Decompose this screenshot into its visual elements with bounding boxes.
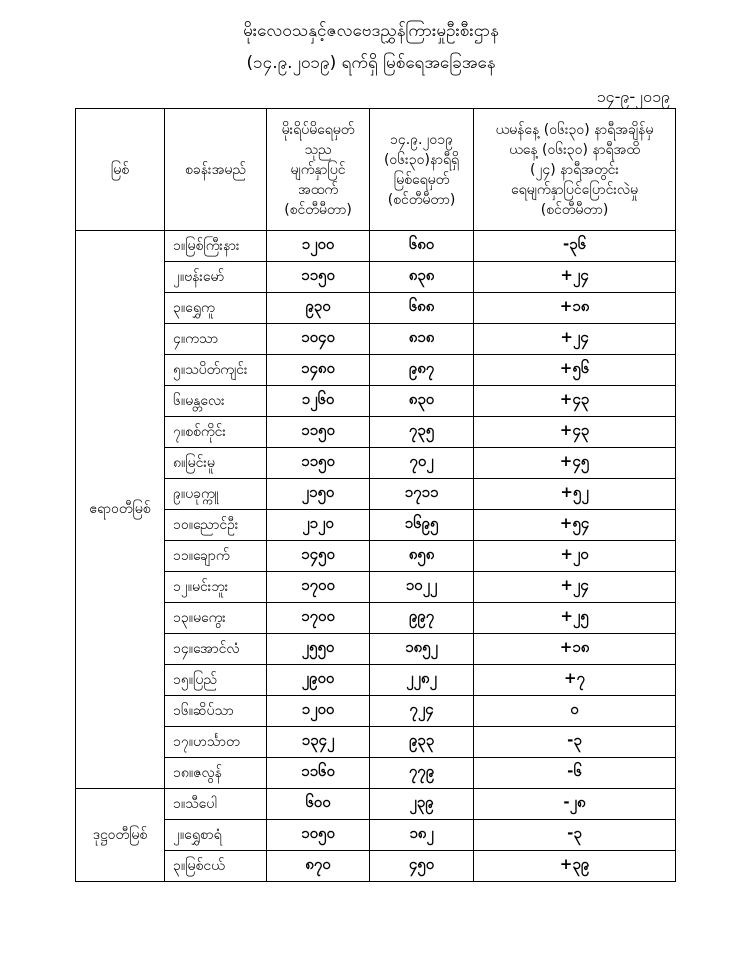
warning-level-cell: ၉၃၀ [267,293,370,324]
water-level-cell: ၉၈၇ [370,355,474,386]
station-cell: ၄။ကသာ [165,324,267,355]
level-change-cell: +၄၃ [474,417,676,448]
level-change-cell: -၂၈ [474,789,676,820]
water-level-cell: ၇၇၉ [370,758,474,789]
station-cell: ၉။ပခုက္ကူ [165,479,267,510]
water-level-cell: ၈၃၈ [370,262,474,293]
column-header-river: မြစ် [76,109,165,231]
document-subtitle: (၁၄.၉.၂၀၁၉) ရက်ရှိ မြစ်ရေအခြေအနေ [246,53,496,73]
warning-level-cell: ၁၁၅၀ [267,417,370,448]
level-change-cell: +၂၅ [474,603,676,634]
station-cell: ၁၀။ညောင်ဦး [165,510,267,541]
warning-level-cell: ၁၁၆၀ [267,758,370,789]
level-change-cell: +၂၀ [474,541,676,572]
water-level-cell: ၉၉၇ [370,603,474,634]
table-row [76,262,676,293]
water-level-cell: ၆၈၀ [370,231,474,262]
table-row [76,541,676,572]
level-change-cell: +၅၄ [474,510,676,541]
water-level-cell: ၄၅၀ [370,851,474,882]
water-level-cell: ၂၃၉ [370,789,474,820]
column-header-station: စခန်းအမည် [165,109,267,231]
level-change-cell: +၂၄ [474,324,676,355]
station-cell: ၇။စစ်ကိုင်း [165,417,267,448]
river-name-cell: ဧရာဝတီမြစ် [76,231,165,789]
station-cell: ၂။ဗန်းမော် [165,262,267,293]
station-cell: ၁၆။ဆိပ်သာ [165,696,267,727]
station-cell: ၁၂။မင်းဘူး [165,572,267,603]
warning-level-cell: ၁၄၈၀ [267,355,370,386]
water-level-cell: ၈၅၈ [370,541,474,572]
table-row [76,758,676,789]
water-level-cell: ၈၃၀ [370,386,474,417]
water-level-cell: ၁၈၅၂ [370,634,474,665]
station-cell: ၁၃။မကွေး [165,603,267,634]
level-change-cell: ၀ [474,696,676,727]
station-cell: ၁၇။ဟင်္သာတ [165,727,267,758]
table-row [76,448,676,479]
level-change-cell: +၂၄ [474,262,676,293]
table-row [76,293,676,324]
water-level-cell: ၁၇၁၁ [370,479,474,510]
station-cell: ၁။သီပေါ [165,789,267,820]
warning-level-cell: ၈၇၀ [267,851,370,882]
water-level-cell: ၁၈၂ [370,820,474,851]
level-change-cell: +၄၅ [474,448,676,479]
table-row [76,231,676,262]
level-change-cell: +၇ [474,665,676,696]
station-cell: ၃။မြစ်ငယ် [165,851,267,882]
water-level-cell: ၆၈၈ [370,293,474,324]
warning-level-cell: ၆၀၀ [267,789,370,820]
warning-level-cell: ၂၉၀၀ [267,665,370,696]
level-change-cell: +၁၈ [474,634,676,665]
level-change-cell: -၃၆ [474,231,676,262]
level-change-cell: -၆ [474,758,676,789]
table-row [76,727,676,758]
station-cell: ၁။မြစ်ကြီးနား [165,231,267,262]
column-header-water-level: ၁၄.၉.၂၀၁၉ (၀၆း၃၀)နာရီရှိ မြစ်ရေမှတ် (စင်တီမီတာ) [370,109,474,231]
station-cell: ၆။မန္တလေး [165,386,267,417]
station-cell: ၃။ရွှေကူ [165,293,267,324]
table-row [76,479,676,510]
level-change-cell: -၃ [474,727,676,758]
table-row [76,634,676,665]
warning-level-cell: ၂၅၅၀ [267,634,370,665]
station-cell: ၈။မြင်းမူ [165,448,267,479]
warning-level-cell: ၁၂၀၀ [267,231,370,262]
warning-level-cell: ၁၄၅၀ [267,541,370,572]
warning-level-cell: ၁၀၄၀ [267,324,370,355]
table-row [76,510,676,541]
table-header-row [76,109,676,231]
document-date: ၁၄-၉-၂၀၁၉ [596,87,670,106]
column-header-warning-level: မိုးရိပ်မိရေမှတ် သုည မျက်နှာပြင် အထက် (စင်တီမီတာ) [267,109,370,231]
warning-level-cell: ၁၀၅၀ [267,820,370,851]
table-body [76,231,676,882]
station-cell: ၅။သပိတ်ကျင်း [165,355,267,386]
table-row [76,820,676,851]
water-level-cell: ၇၀၂ [370,448,474,479]
table-row [76,696,676,727]
water-level-cell: ၁၀၂၂ [370,572,474,603]
water-level-cell: ၈၁၈ [370,324,474,355]
water-level-cell: ၇၃၅ [370,417,474,448]
warning-level-cell: ၁၇၀၀ [267,572,370,603]
warning-level-cell: ၁၃၄၂ [267,727,370,758]
table-row [76,851,676,882]
column-header-24h-change: ယမန်နေ့ (၀၆း၃၀) နာရီအချိန်မှ ယနေ့ (၀၆း၃၀) နာရီအထိ (၂၄) နာရီအတွင်း ရေမျက်နှာပြင်ပြောင်းလဲမှု (စင်တီမီတာ) [474,109,676,231]
river-name-cell: ဒုဋ္ဌဝတီမြစ် [76,789,165,882]
table-row [76,417,676,448]
level-change-cell: +၄၃ [474,386,676,417]
warning-level-cell: ၁၂၆၀ [267,386,370,417]
table-row [76,789,676,820]
water-level-cell: ၂၂၈၂ [370,665,474,696]
warning-level-cell: ၂၁၅၀ [267,479,370,510]
station-cell: ၁၁။ချောက် [165,541,267,572]
table-row [76,665,676,696]
water-level-cell: ၉၃၃ [370,727,474,758]
warning-level-cell: ၁၇၀၀ [267,603,370,634]
station-cell: ၁၈။ဇလွန် [165,758,267,789]
table-row [76,355,676,386]
table-row [76,324,676,355]
warning-level-cell: ၁၂၀၀ [267,696,370,727]
level-change-cell: +၅၂ [474,479,676,510]
warning-level-cell: ၁၁၅၀ [267,262,370,293]
river-level-table [75,108,676,882]
level-change-cell: +၅၆ [474,355,676,386]
station-cell: ၂။ရွှေစာရံ [165,820,267,851]
warning-level-cell: ၂၁၂၀ [267,510,370,541]
water-level-cell: ၇၂၄ [370,696,474,727]
station-cell: ၁၄။အောင်လံ [165,634,267,665]
level-change-cell: +၂၄ [474,572,676,603]
level-change-cell: +၃၉ [474,851,676,882]
level-change-cell: +၁၈ [474,293,676,324]
document-title: မိုးလေဝသနှင့်ဇလဗေဒညွှန်ကြားမှုဦးစီးဌာန [243,21,499,41]
table-row [76,386,676,417]
table-row [76,603,676,634]
table-row [76,572,676,603]
warning-level-cell: ၁၁၅၀ [267,448,370,479]
water-level-cell: ၁၆၉၅ [370,510,474,541]
level-change-cell: -၃ [474,820,676,851]
station-cell: ၁၅။ပြည် [165,665,267,696]
